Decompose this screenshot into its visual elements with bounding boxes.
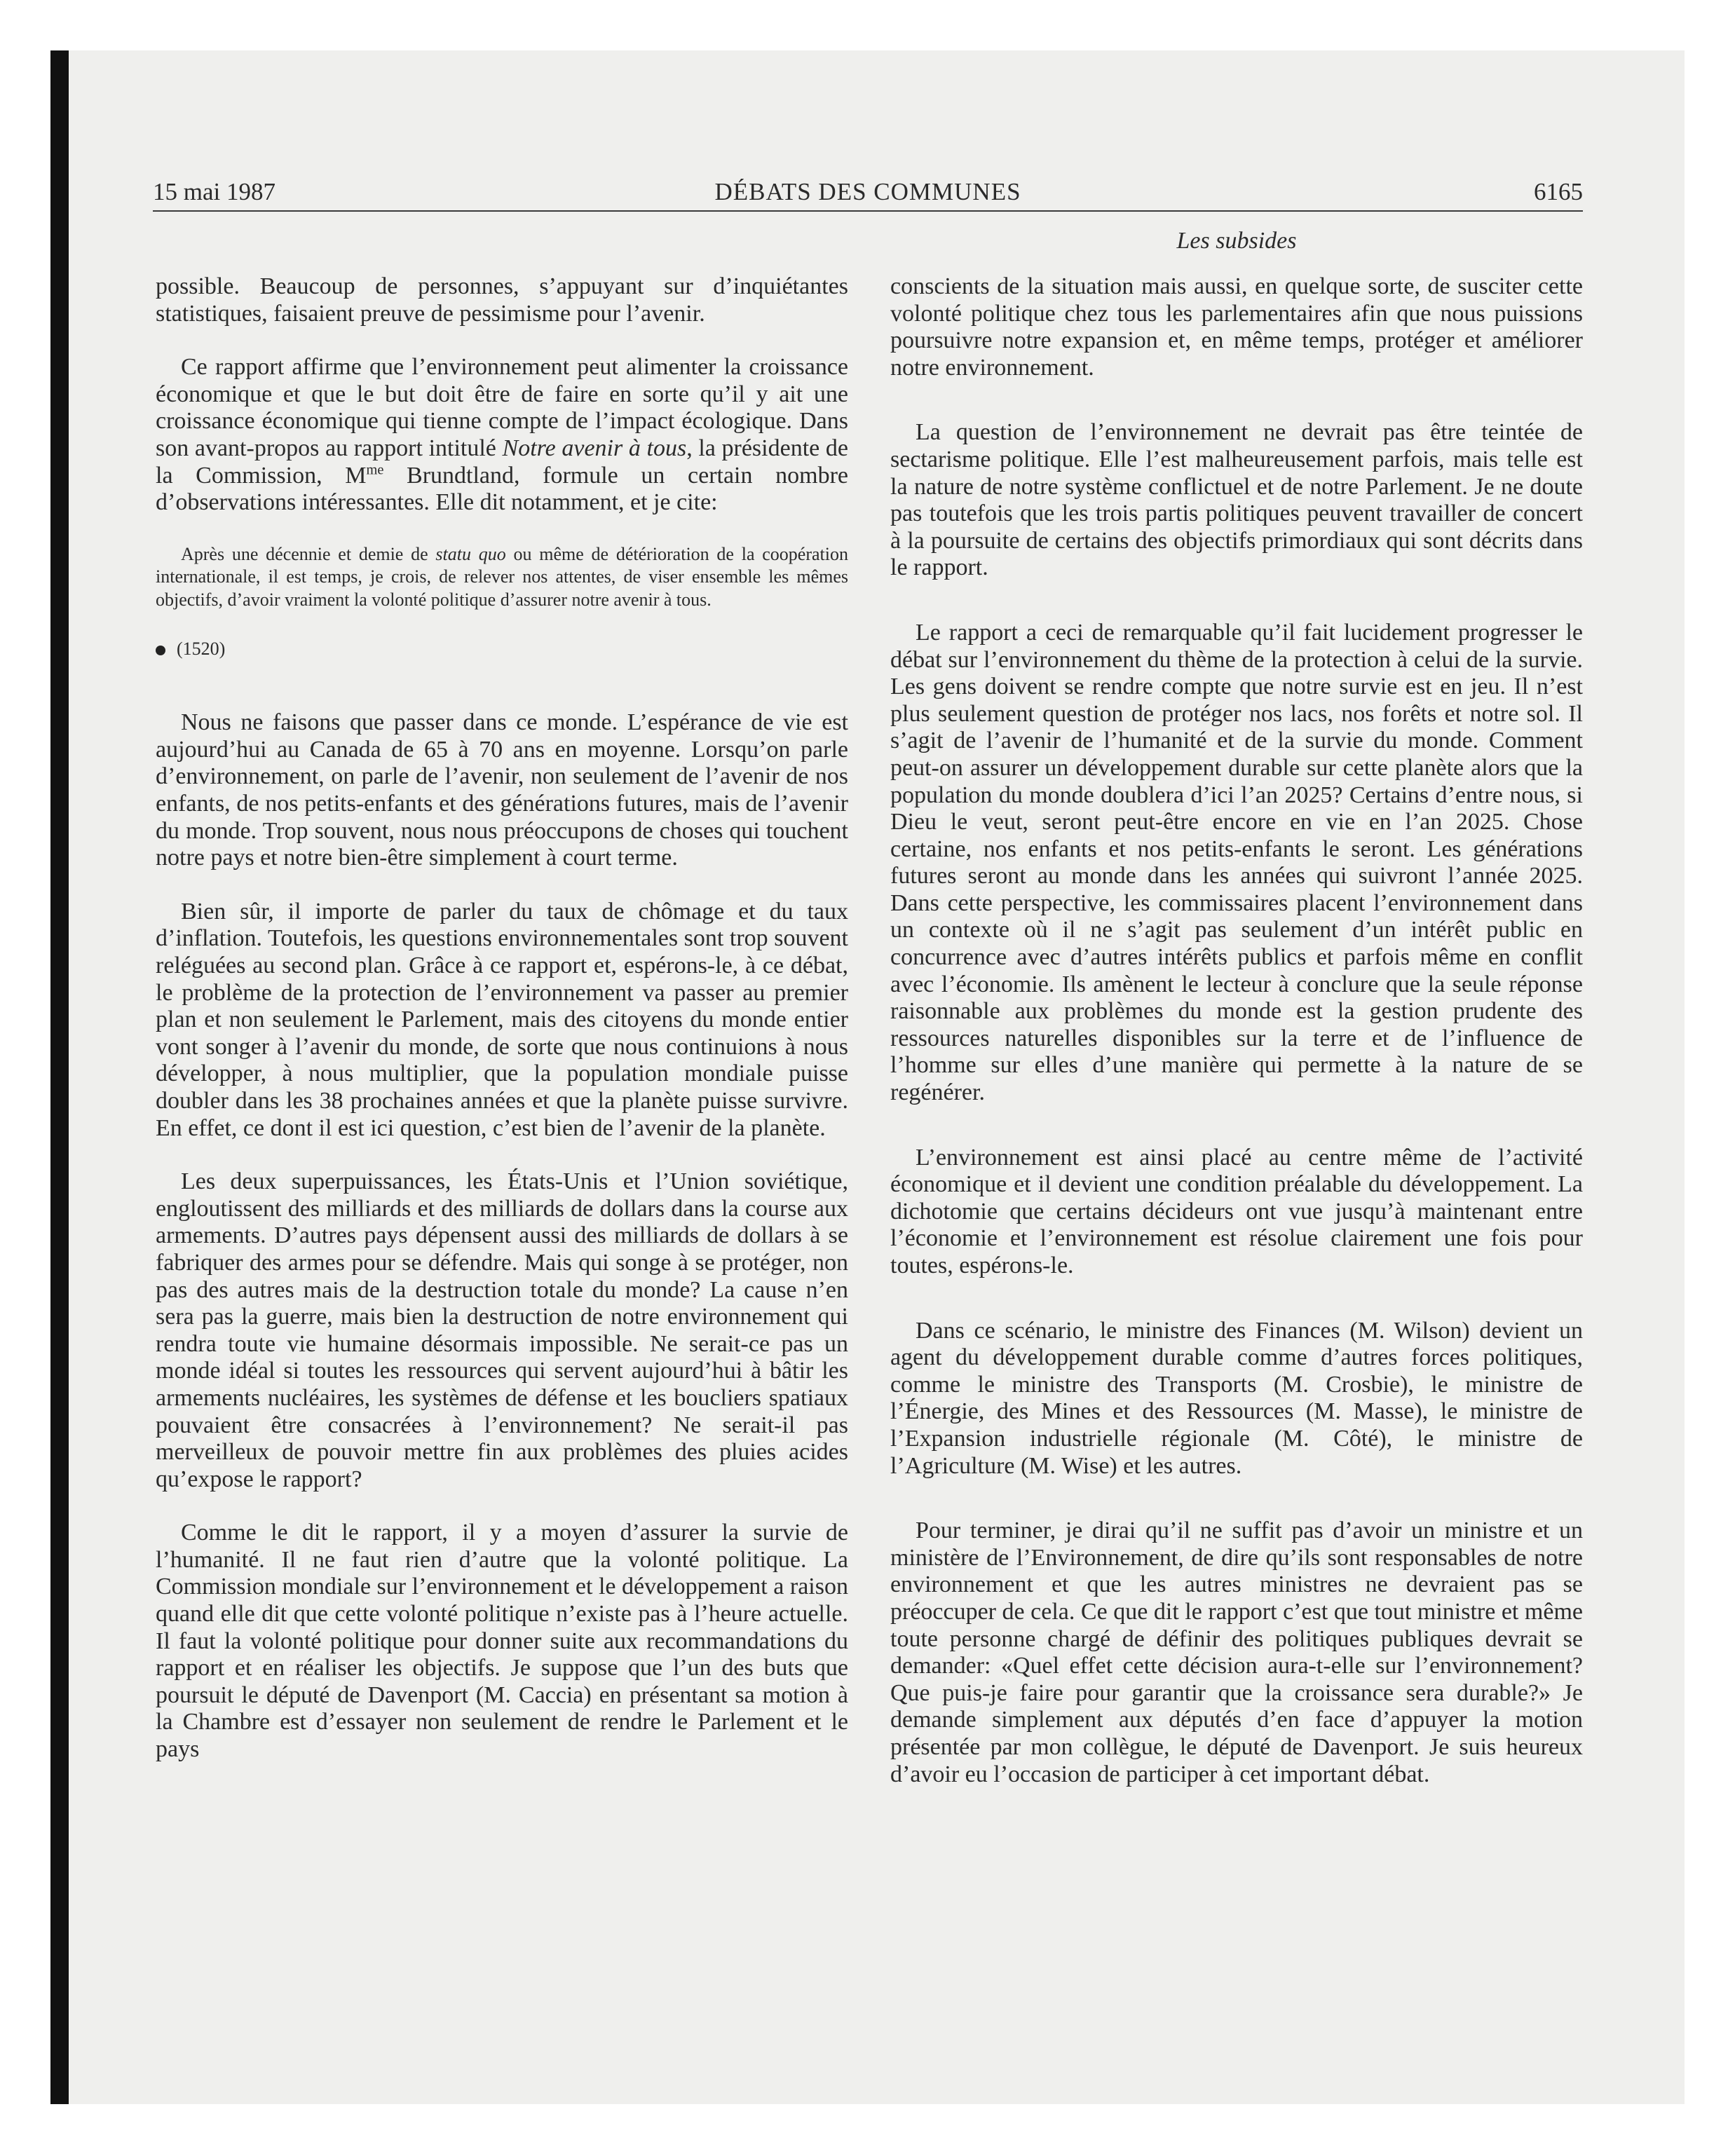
paragraph: Le rapport a ceci de remarquable qu’il fait lucidement progresser le débat sur l’environnement du thème de la protection à celui de la survie. Les gens doivent se rendre compte que notre survie est en jeu. Il n’est plus seulement question de protéger nos lacs, nos forêts et notre sol. Il s’agit de l’avenir de l’humanité et de la survie du monde. Comment peut-on assurer un développement durable sur cette planète alors que la population du monde doublera d’ici l’an 2025? Certains d’entre nous, si Dieu le veut, seront peut-être encore en vie en l’an 2025. Chose certaine, nos enfants et nos petits-enfants le seront. Les générations futures seront au monde dans les années qui suivront l’année 2025. Dans cette perspective, les commissaires placent l’environnement dans un contexte où il ne s’agit pas seulement d’un intérêt public en concurrence avec d’autres intérêts publics et parfois même en conflit avec l’économie. Ils amènent le lecteur à conclure que la seule réponse raisonnable aux problèmes du monde est la gestion prudente des ressources naturelles disponibles sur la terre et de l’influence de l’homme sur elles d’une manière qui permette à la nature de se regénérer.: [890, 619, 1583, 1106]
right-column: [890, 273, 1583, 1826]
timestamp: [156, 638, 848, 660]
text: Ce rapport affirme que l’environnement peut alimenter la croissance économique et que le but doit être de faire en sorte qu’il y ait une croissance économique qui tienne compte de l’impact écologique. Dans son avant-propos au rapport intitulé: [156, 354, 848, 461]
bullet-icon: [156, 646, 165, 655]
header-rule: [153, 210, 1583, 212]
text: ou même de détérioration de la coopération internationale, il est temps, je crois, de relever nos attentes, de viser ensemble les mêmes objectifs, d’avoir vraiment la volonté politique d’assurer notre avenir à tous.: [156, 543, 848, 610]
paragraph: Bien sûr, il importe de parler du taux de chômage et du taux d’inflation. Toutefois, les questions environnementales sont trop souvent reléguées au second plan. Grâce à ce rapport et, espérons-le, à ce débat, le problème de la protection de l’environnement va passer au premier plan et non seulement le Parlement, mais des citoyens du monde entier vont songer à l’avenir du monde, de sorte que nous continuions à nous développer, à nous multiplier, que la population mondiale puisse doubler dans les 38 prochaines années et que la planète puisse survivre. En effet, ce dont il est ici question, c’est bien de l’avenir de la planète.: [156, 898, 848, 1141]
paragraph: La question de l’environnement ne devrait pas être teintée de sectarisme politique. Elle l’est malheureusement parfois, mais telle est la nature de notre système conflictuel et de notre Parlement. Je ne doute pas toutefois que les trois partis politiques peuvent travailler de concert à la poursuite de certains des objectifs primordiaux qui sont décrits dans le rapport.: [890, 419, 1583, 581]
page-header: [153, 174, 1583, 210]
paragraph: possible. Beaucoup de personnes, s’appuyant sur d’inquiétantes statistiques, faisaient preuve de pessimisme pour l’avenir.: [156, 273, 848, 327]
superscript: me: [366, 462, 384, 478]
paragraph: Comme le dit le rapport, il y a moyen d’assurer la survie de l’humanité. Il ne faut rien d’autre que la volonté politique. La Commission mondiale sur l’environnement et le développement a raison quand elle dit que cette volonté politique n’existe pas à l’heure actuelle. Il faut la volonté politique pour donner suite aux recommandations du rapport et en réaliser les objectifs. Je suppose que l’un des buts que poursuit le député de Davenport (M. Caccia) en présentant sa motion à la Chambre est d’essayer non seulement de rendre le Parlement et le pays: [156, 1520, 848, 1763]
paragraph: Les deux superpuissances, les États-Unis et l’Union soviétique, engloutissent des milliards et des milliards de dollars dans la course aux armements. D’autres pays dépensent aussi des milliards de dollars à se fabriquer des armes pour se défendre. Mais qui songe à se protéger, non pas des autres mais de la destruction totale du monde? La cause n’en sera pas la guerre, mais bien la destruction de notre environnement qui rendra toute vie humaine désormais impossible. Ne serait-ce pas un monde idéal si toutes les ressources qui servent aujourd’hui à bâtir les armements nucléaires, les systèmes de défense et les boucliers spatiaux pouvaient être consacrées à l’environnement? Ne serait-il pas merveilleux de pouvoir mettre fin aux problèmes des pluies acides qu’expose le rapport?: [156, 1168, 848, 1492]
left-column: [156, 273, 848, 1790]
timestamp-text: (1520): [177, 639, 226, 660]
paragraph: Dans ce scénario, le ministre des Finances (M. Wilson) devient un agent du développement durable comme d’autres forces politiques, comme le ministre des Transports (M. Crosbie), le ministre de l’Énergie, des Mines et des Ressources (M. Masse), le ministre de l’Expansion industrielle régionale (M. Côté), le ministre de l’Agriculture (M. Wise) et les autres.: [890, 1317, 1583, 1479]
scan-edge: [50, 50, 69, 2104]
section-heading: Les subsides: [1176, 228, 1297, 254]
paragraph: Pour terminer, je dirai qu’il ne suffit pas d’avoir un ministre et un ministère de l’Environnement, de dire qu’ils sont responsables de notre environnement et que les autres ministres ne devraient pas se préoccuper de cela. Ce que dit le rapport c’est que tout ministre et même toute personne chargé de définir des politiques publiques devrait se demander: «Quel effet cette décision aura-t-elle sur l’environnement? Que puis-je faire pour garantir que la croissance sera durable?» Je demande simplement aux députés d’en face d’appuyer la motion présentée par mon collègue, le député de Davenport. Je suis heureux d’avoir eu l’occasion de participer à cet important débat.: [890, 1517, 1583, 1787]
report-title: Notre avenir à tous: [502, 435, 687, 461]
block-quote: [156, 543, 848, 612]
header-title: DÉBATS DES COMMUNES: [714, 178, 1021, 205]
paragraph: [156, 354, 848, 517]
text: Après une décennie et demie de: [181, 543, 436, 564]
header-date: 15 mai 1987: [153, 178, 275, 205]
paragraph: conscients de la situation mais aussi, en quelque sorte, de susciter cette volonté politique chez tous les parlementaires afin que nous puissions poursuivre notre expansion et, en même temps, protéger et améliorer notre environnement.: [890, 273, 1583, 381]
paragraph: Nous ne faisons que passer dans ce monde. L’espérance de vie est aujourd’hui au Canada de 65 à 70 ans en moyenne. Lorsqu’on parle d’environnement, on parle de l’avenir, non seulement de l’avenir de nos enfants, de nos petits-enfants et des générations futures, mais de l’avenir du monde. Trop souvent, nous nous préoccupons de choses qui touchent notre pays et notre bien-être simplement à court terme.: [156, 709, 848, 871]
text: Brundtland, formule un certain nombre d’observations intéressantes. Elle dit notamment, et je cite:: [156, 462, 848, 516]
header-page-number: 6165: [1534, 178, 1583, 205]
text: , la présidente de la Commission, M: [156, 435, 848, 489]
paragraph: L’environnement est ainsi placé au centre même de l’activité économique et il devient une condition préalable du développement. La dichotomie que certains décideurs ont vue jusqu’à maintenant entre l’économie et l’environnement est résolue clairement une fois pour toutes, espérons-le.: [890, 1144, 1583, 1278]
italic-term: statu quo: [435, 543, 506, 564]
